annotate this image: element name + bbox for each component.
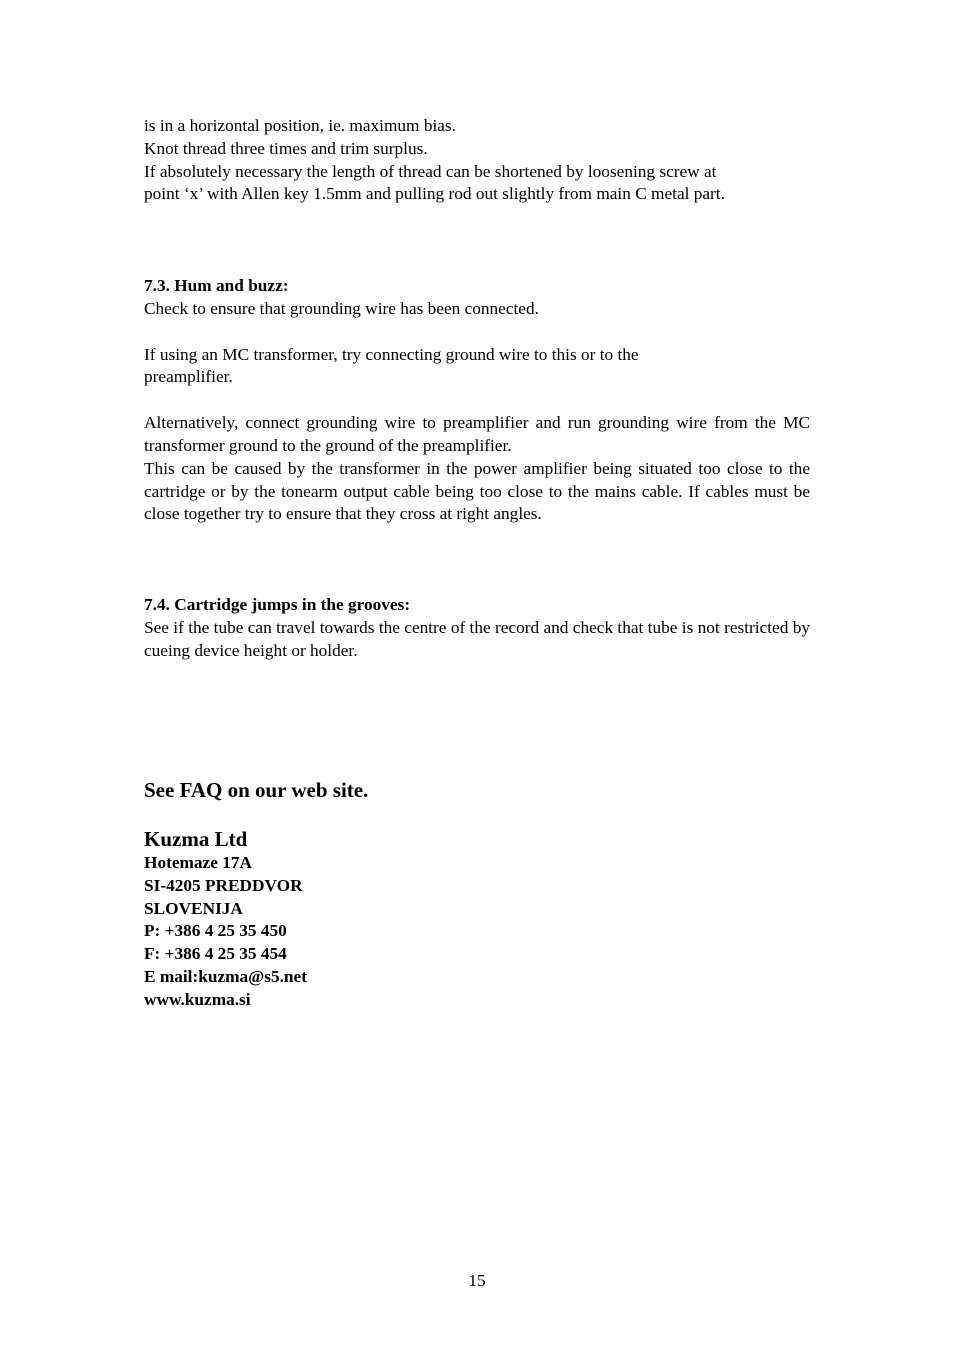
paragraph-line: If using an MC transformer, try connecting ground wire to this or to the bbox=[144, 344, 639, 364]
section-cartridge-jumps bbox=[144, 594, 810, 662]
paragraph: Alternatively, connect grounding wire to preamplifier and run grounding wire from the MC transformer ground to the ground of the preamplifier. bbox=[144, 413, 810, 455]
company-name: Kuzma Ltd bbox=[144, 827, 248, 851]
intro-line: is in a horizontal position, ie. maximum bias. bbox=[144, 116, 456, 135]
paragraph-line: preamplifier. bbox=[144, 367, 233, 387]
address-city: SI-4205 PREDDVOR bbox=[144, 875, 303, 895]
address-country: SLOVENIJA bbox=[144, 898, 243, 918]
page-number: 15 bbox=[468, 1271, 486, 1290]
contact-phone: P: +386 4 25 35 450 bbox=[144, 921, 287, 941]
paragraph: Check to ensure that grounding wire has been connected. bbox=[144, 298, 539, 318]
intro-line: If absolutely necessary the length of thread can be shortened by loosening screw at bbox=[144, 161, 717, 181]
intro-text bbox=[144, 115, 810, 206]
intro-line: Knot thread three times and trim surplus. bbox=[144, 138, 428, 158]
section-hum-and-buzz bbox=[144, 275, 810, 526]
section-heading: 7.4. Cartridge jumps in the grooves: bbox=[144, 595, 411, 614]
paragraph: See if the tube can travel towards the centre of the record and check that tube is not restricted by cueing device height or holder. bbox=[144, 617, 810, 660]
contact-address bbox=[144, 852, 307, 1012]
section-heading: 7.3. Hum and buzz: bbox=[144, 276, 289, 295]
contact-email: E mail:kuzma@s5.net bbox=[144, 966, 307, 986]
address-street: Hotemaze 17A bbox=[144, 853, 252, 872]
contact-website: www.kuzma.si bbox=[144, 989, 251, 1009]
intro-line: point ‘x’ with Allen key 1.5mm and pulling rod out slightly from main C metal part. bbox=[144, 184, 725, 204]
faq-note: See FAQ on our web site. bbox=[144, 778, 369, 802]
contact-fax: F: +386 4 25 35 454 bbox=[144, 944, 287, 964]
paragraph: This can be caused by the transformer in the power amplifier being situated too close to the cartridge or by the tonearm output cable being too close to the mains cable. If cables must be close together try to ensure that they cross at right angles. bbox=[144, 458, 810, 524]
